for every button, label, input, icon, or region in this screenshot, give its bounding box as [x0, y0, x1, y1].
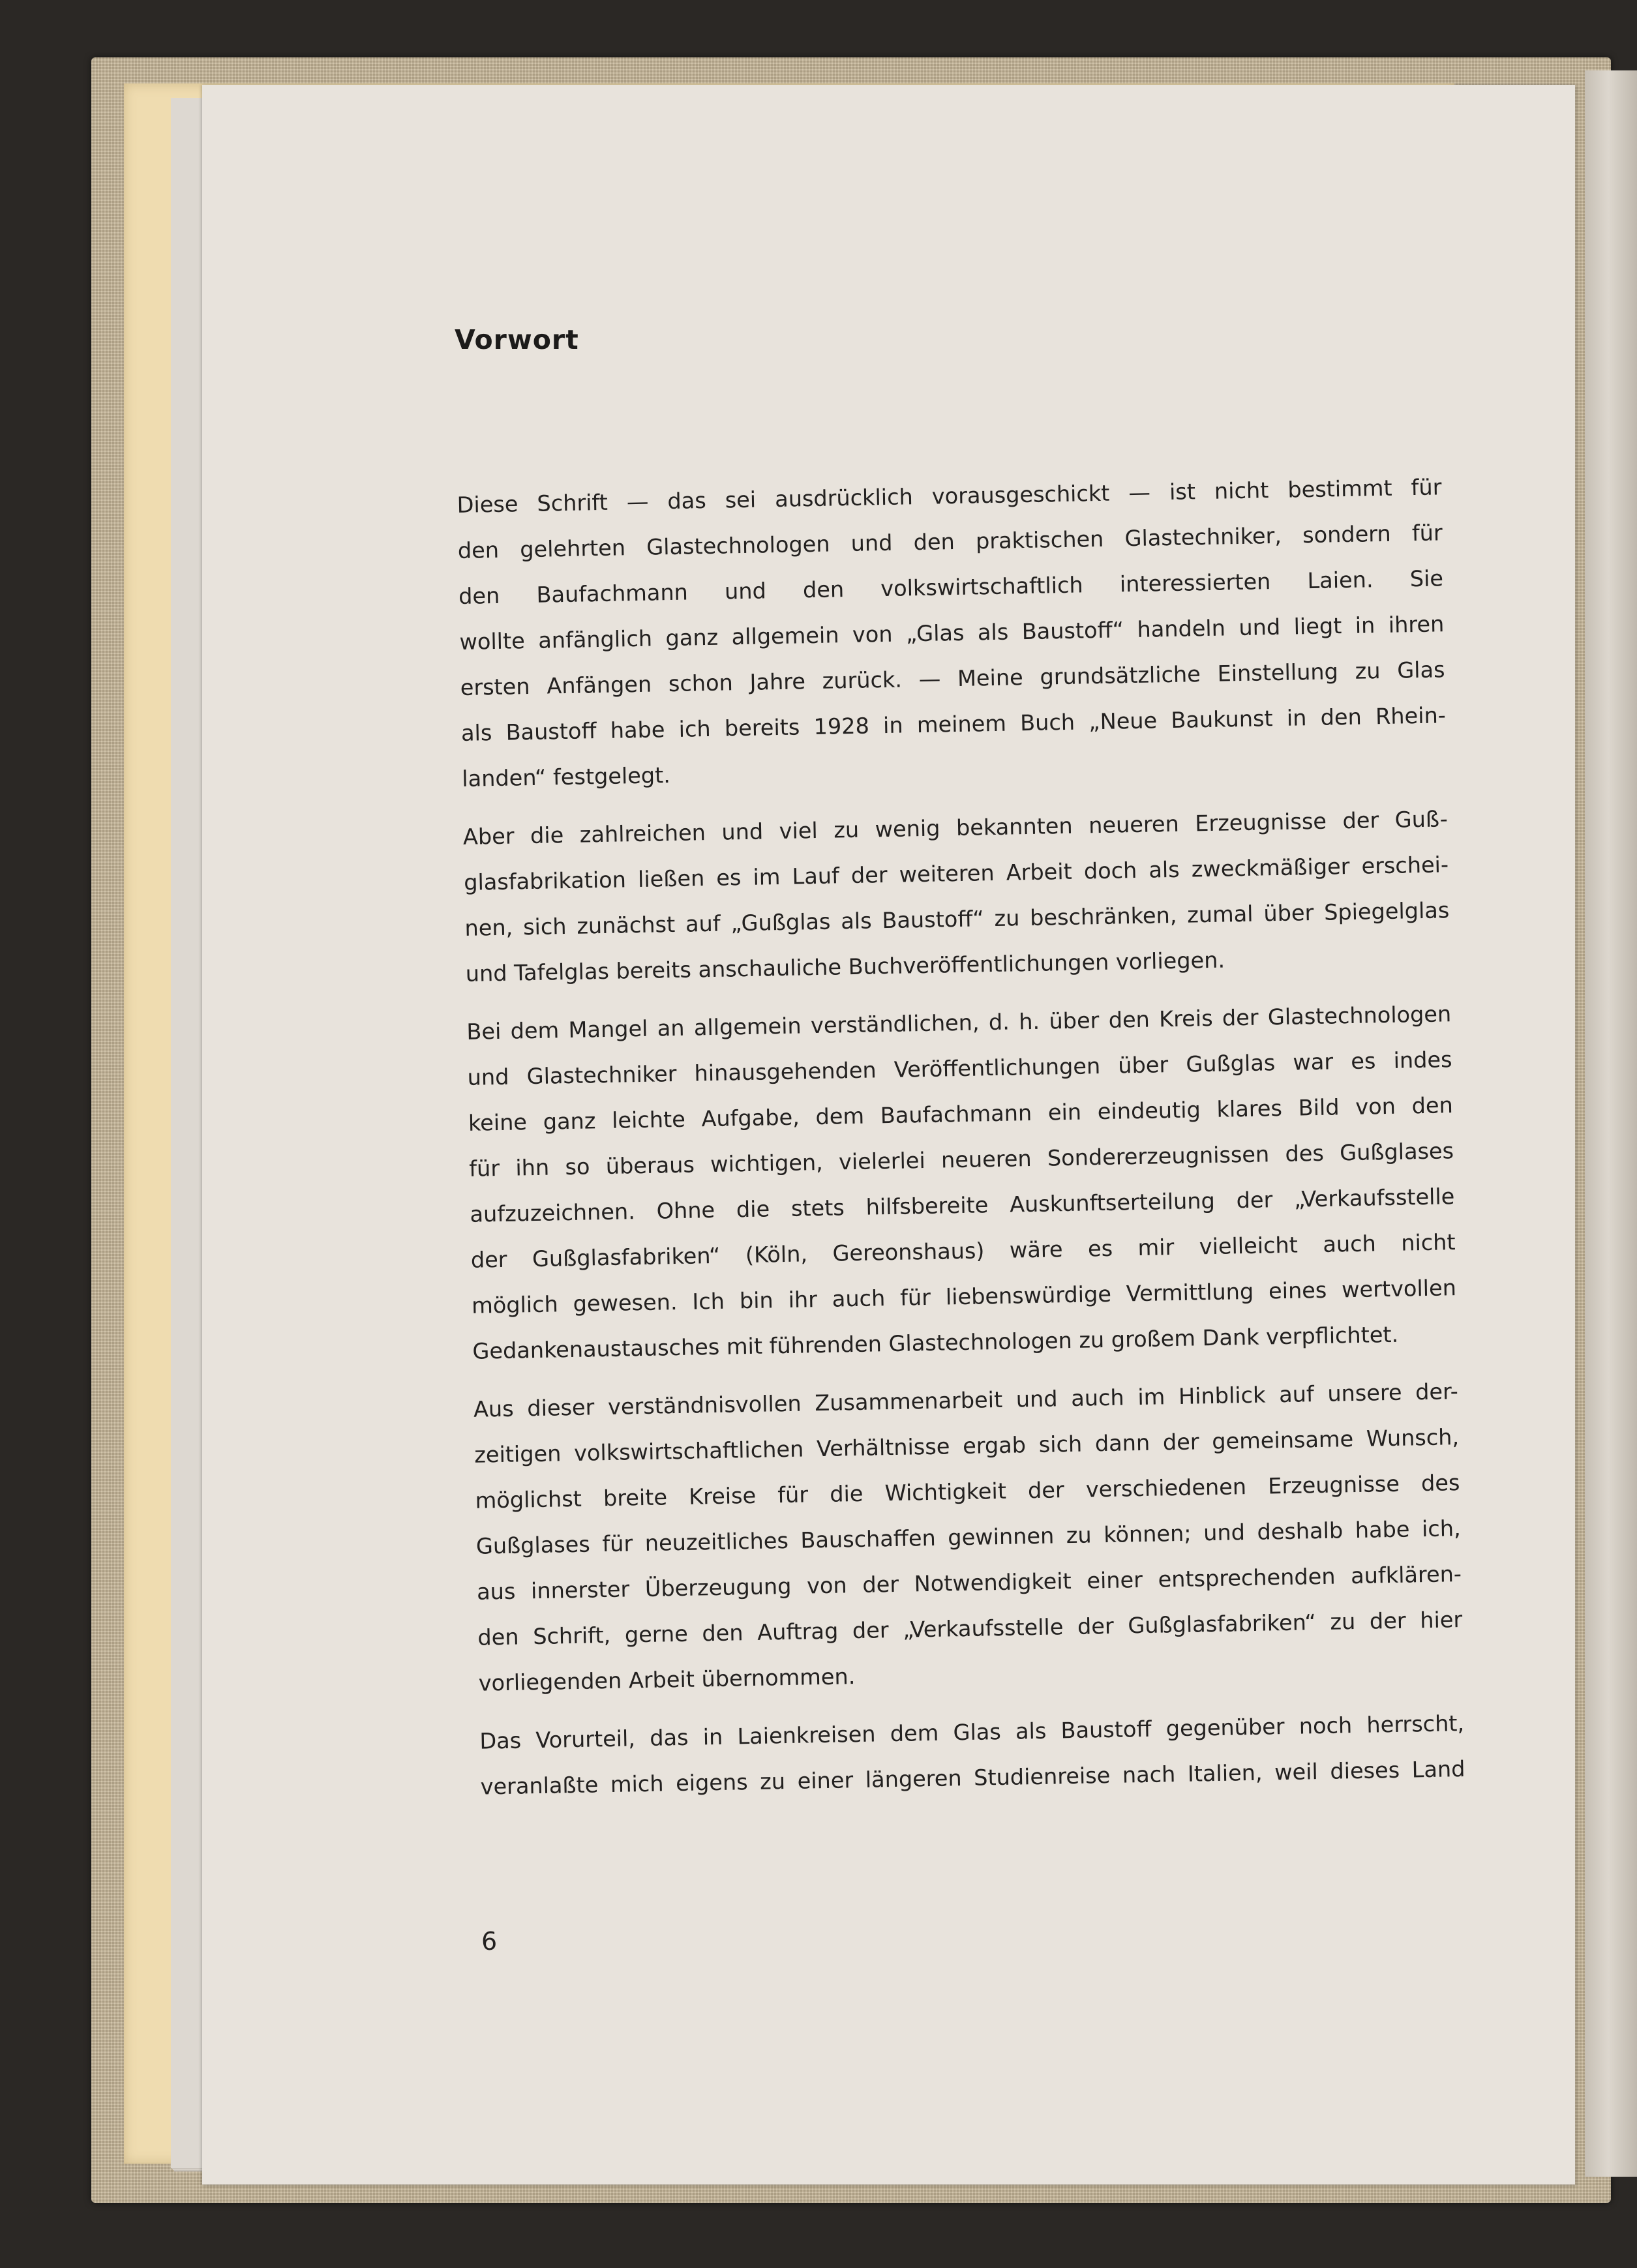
text-line: glasfabrikation ließen es im Lauf der weiteren Arbeit doch als zweckmäßiger erschei-	[463, 852, 1449, 895]
text-line: aufzuzeichnen. Ohne die stets hilfsbereite Auskunftserteilung der „Verkaufsstelle	[470, 1184, 1455, 1227]
text-line: möglichst breite Kreise für die Wichtigkeit der verschiedenen Erzeugnisse des	[475, 1470, 1460, 1514]
text-line: und Tafelglas bereits anschauliche Buchveröffentlichungen vorliegen.	[465, 947, 1225, 987]
text-line: für ihn so überaus wichtigen, vielerlei neueren Sondererzeugnissen des Gußglases	[468, 1138, 1454, 1182]
text-line: möglich gewesen. Ich bin ihr auch für liebenswürdige Vermittlung eines wertvollen	[471, 1275, 1457, 1319]
text-line: nen, sich zunächst auf „Gußglas als Baustoff“ zu beschränken, zumal über Spiegelglas	[464, 897, 1450, 941]
text-line: keine ganz leichte Aufgabe, dem Baufachmann ein eindeutig klares Bild von den	[468, 1092, 1454, 1136]
paragraph	[479, 1701, 1465, 1810]
text-line: aus innerster Überzeugung von der Notwendigkeit einer entsprechenden aufklären-	[476, 1561, 1462, 1605]
text-line: den gelehrten Glastechnologen und den praktischen Glastechniker, sondern für	[457, 520, 1443, 563]
text-line: Das Vorurteil, das in Laienkreisen dem Glas als Baustoff gegenüber noch herrscht,	[479, 1710, 1465, 1754]
text-line: wollte anfänglich ganz allgemein von „Glas als Baustoff“ handeln und liegt in ihren	[459, 611, 1445, 655]
text-line: veranlaßte mich eigens zu einer längeren Studienreise nach Italien, weil dieses Land	[480, 1755, 1465, 1800]
body-text	[457, 464, 1465, 1822]
text-line: Gedankenaustausches mit führenden Glastechnologen zu großem Dank verpflichtet.	[472, 1321, 1399, 1364]
text-line: der Gußglasfabriken“ (Köln, Gereonshaus) wäre es mir vielleicht auch nicht	[470, 1229, 1456, 1273]
paragraph	[466, 991, 1458, 1375]
text-line: als Baustoff habe ich bereits 1928 in meinem Buch „Neue Baukunst in den Rhein-	[460, 702, 1447, 746]
paragraph	[457, 464, 1447, 802]
page-title: Vorwort	[455, 324, 579, 355]
paragraph	[473, 1369, 1464, 1707]
text-line: Gußglases für neuzeitliches Bauschaffen gewinnen zu können; und deshalb habe ich,	[475, 1515, 1462, 1559]
next-page-edge	[1585, 70, 1637, 2177]
text-line: Aus dieser verständnisvollen Zusammenarbeit und auch im Hinblick auf unsere der-	[473, 1379, 1459, 1422]
paragraph	[462, 796, 1450, 997]
text-line: Bei dem Mangel an allgemein verständlichen, d. h. über den Kreis der Glastechnologen	[466, 1001, 1452, 1045]
text-line: den Baufachmann und den volkswirtschaftlich interessierten Laien. Sie	[458, 565, 1444, 609]
text-line: den Schrift, gerne den Auftrag der „Verkaufsstelle der Gußglasfabriken“ zu der hier	[477, 1607, 1463, 1650]
text-line: ersten Anfängen schon Jahre zurück. — Meine grundsätzliche Einstellung zu Glas	[460, 657, 1445, 700]
text-line: zeitigen volkswirtschaftlichen Verhältnisse ergab sich dann der gemeinsame Wunsch,	[473, 1424, 1460, 1468]
text-line: landen“ festgelegt.	[461, 762, 671, 792]
text-line: Diese Schrift — das sei ausdrücklich vorausgeschickt — ist nicht bestimmt für	[457, 474, 1442, 518]
text-line: vorliegenden Arbeit übernommen.	[478, 1664, 856, 1696]
page-number: 6	[481, 1927, 498, 1956]
text-line: und Glastechniker hinausgehenden Veröffentlichungen über Gußglas war es indes	[467, 1047, 1452, 1090]
text-line: Aber die zahlreichen und viel zu wenig bekannten neueren Erzeugnisse der Guß-	[462, 806, 1449, 850]
